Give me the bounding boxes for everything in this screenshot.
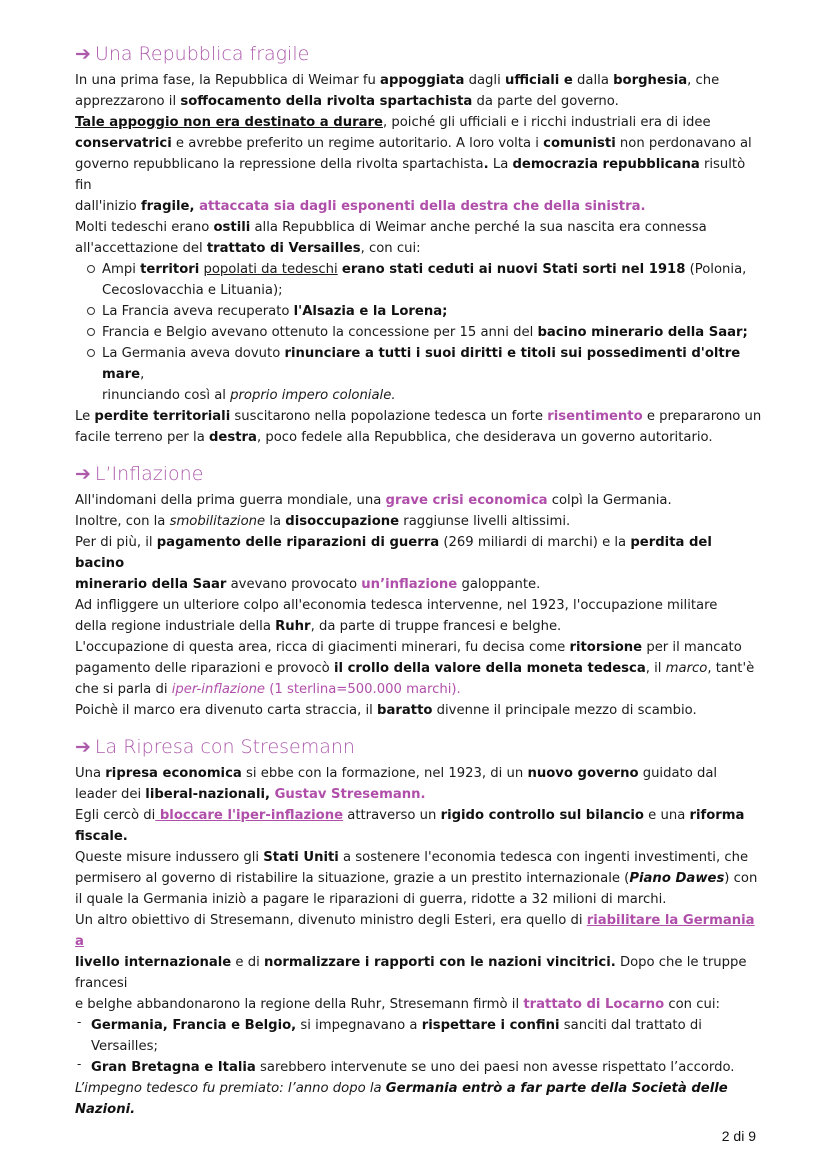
paragraph-line: che si parla di iper-inflazione (1 sterlina=500.000 marchi). <box>75 682 461 697</box>
list-item: - Gran Bretagna e Italia sarebbero intervenute se uno dei paesi non avesse rispettato l’accordo. <box>75 1057 765 1078</box>
paragraph-line: Ad infliggere un ulteriore colpo all'economia tedesca intervenne, nel 1923, l'occupazione militare <box>75 598 718 613</box>
section-inflazione <box>75 460 765 721</box>
paragraph-line: In una prima fase, la Repubblica di Weimar fu appoggiata dagli ufficiali e dalla borghesia, che <box>75 73 720 88</box>
paragraph-line: Poichè il marco era divenuto carta straccia, il baratto divenne il principale mezzo di scambio. <box>75 703 697 718</box>
paragraph-line: Per di più, il pagamento delle riparazioni di guerra (269 miliardi di marchi) e la perdita del bacino <box>75 535 712 571</box>
paragraph-line: permisero al governo di ristabilire la situazione, grazie a un prestito internazionale (Piano Dawes) con <box>75 871 758 886</box>
section-heading: ➔ L’Inflazione <box>75 463 204 485</box>
paragraph-line: minerario della Saar avevano provocato un’inflazione galoppante. <box>75 577 541 592</box>
paragraph-line: Una ripresa economica si ebbe con la formazione, nel 1923, di un nuovo governo guidato dal <box>75 766 718 781</box>
section-heading: ➔ La Ripresa con Stresemann <box>75 736 355 758</box>
paragraph-line: all'accettazione del trattato di Versailles, con cui: <box>75 241 421 256</box>
arrow-icon: ➔ <box>75 463 91 485</box>
paragraph-line: Molti tedeschi erano ostili alla Repubblica di Weimar anche perché la sua nascita era connessa <box>75 220 707 235</box>
paragraph-line: L'occupazione di questa area, ricca di giacimenti minerari, fu decisa come ritorsione per il mancato <box>75 640 742 655</box>
list-item: - Germania, Francia e Belgio, si impegnavano a rispettare i confini sanciti dal trattato di Versailles; <box>75 1015 765 1057</box>
list-item: Francia e Belgio avevano ottenuto la concessione per 15 anni del bacino minerario della Saar; <box>87 322 765 343</box>
paragraph-line: Inoltre, con la smobilitazione la disoccupazione raggiunse livelli altissimi. <box>75 514 571 529</box>
arrow-icon: ➔ <box>75 736 91 758</box>
dash-list <box>75 1015 765 1078</box>
paragraph-line: Le perdite territoriali suscitarono nella popolazione tedesca un forte risentimento e prepararono un <box>75 409 762 424</box>
paragraph-line: governo repubblicano la repressione della rivolta spartachista. La democrazia repubblicana risultò fin <box>75 157 746 193</box>
paragraph-line: conservatrici e avrebbe preferito un regime autoritario. A loro volta i comunisti non perdonavano al <box>75 136 752 151</box>
list-item: Ampi territori popolati da tedeschi erano stati ceduti ai nuovi Stati sorti nel 1918 (Polonia, Cecoslovacchia e Lituania); <box>87 259 765 301</box>
bullet-list <box>75 259 765 406</box>
paragraph-line: Queste misure indussero gli Stati Uniti a sostenere l'economia tedesca con ingenti investimenti, che <box>75 850 749 865</box>
paragraph-line: livello internazionale e di normalizzare i rapporti con le nazioni vincitrici. Dopo che le truppe francesi <box>75 955 747 991</box>
list-item: La Germania aveva dovuto rinunciare a tutti i suoi diritti e titoli sui possedimenti d'oltre mare, rinunciando così al proprio impero coloniale. <box>87 343 765 406</box>
paragraph-line: Un altro obiettivo di Stresemann, divenuto ministro degli Esteri, era quello di riabilitare la Germania a <box>75 913 755 949</box>
paragraph-line: il quale la Germania iniziò a pagare le riparazioni di guerra, ridotte a 32 milioni di marchi. <box>75 892 667 907</box>
paragraph-line: Egli cercò di bloccare l'iper-inflazione attraverso un rigido controllo sul bilancio e una riforma fiscale. <box>75 808 745 844</box>
document-page <box>75 40 765 1132</box>
paragraph-line: pagamento delle riparazioni e provocò il crollo della valore della moneta tedesca, il marco, tant'è <box>75 661 755 676</box>
paragraph-line: e belghe abbandonarono la regione della Ruhr, Stresemann firmò il trattato di Locarno con cui: <box>75 997 720 1012</box>
section-heading: ➔ Una Repubblica fragile <box>75 43 310 65</box>
paragraph-line: facile terreno per la destra, poco fedele alla Repubblica, che desiderava un governo autoritario. <box>75 430 713 445</box>
section-repubblica-fragile <box>75 40 765 448</box>
list-item: La Francia aveva recuperato l'Alsazia e la Lorena; <box>87 301 765 322</box>
paragraph-line: apprezzarono il soffocamento della rivolta spartachista da parte del governo. <box>75 94 619 109</box>
paragraph-line: leader dei liberal-nazionali, Gustav Stresemann. <box>75 787 426 802</box>
arrow-icon: ➔ <box>75 43 91 65</box>
paragraph-line: All'indomani della prima guerra mondiale, una grave crisi economica colpì la Germania. <box>75 493 672 508</box>
paragraph-line: dall'inizio fragile, attaccata sia dagli esponenti della destra che della sinistra. <box>75 199 646 214</box>
paragraph-line: Tale appoggio non era destinato a durare, poiché gli ufficiali e i ricchi industriali era di idee <box>75 115 711 130</box>
paragraph-line: L’impegno tedesco fu premiato: l’anno dopo la Germania entrò a far parte della Società delle Nazioni. <box>75 1081 728 1117</box>
paragraph-line: della regione industriale della Ruhr, da parte di truppe francesi e belghe. <box>75 619 562 634</box>
page-number: 2 di 9 <box>721 1128 756 1144</box>
section-ripresa-stresemann <box>75 733 765 1120</box>
